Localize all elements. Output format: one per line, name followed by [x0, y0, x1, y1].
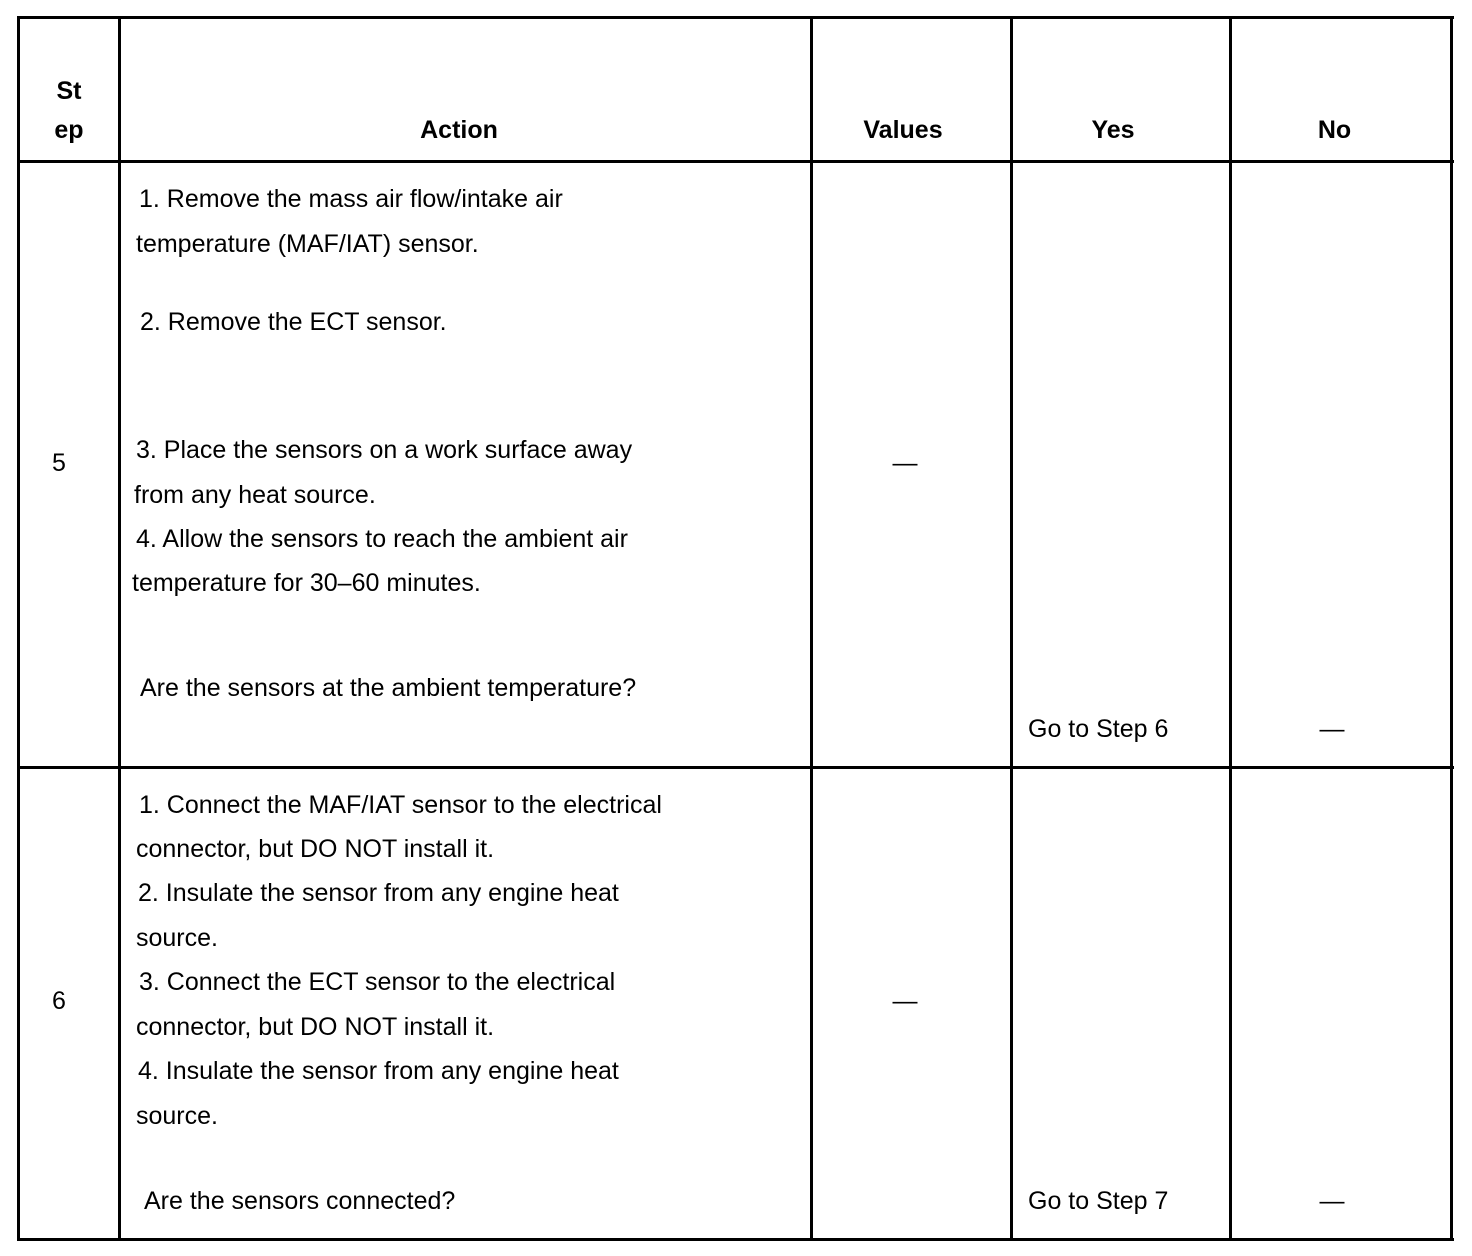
- action-line: connector, but DO NOT install it.: [136, 1013, 495, 1041]
- row-divider: [17, 766, 1454, 769]
- column-divider-step: [118, 16, 121, 1241]
- action-line: 3. Connect the ECT sensor to the electrical: [139, 968, 616, 996]
- action-line: temperature for 30–60 minutes.: [132, 569, 481, 597]
- action-line: source.: [136, 924, 218, 952]
- column-divider-yes: [1229, 16, 1232, 1241]
- action-line: 4. Allow the sensors to reach the ambient air: [136, 525, 628, 553]
- header-action: Action: [420, 116, 498, 144]
- action-question: Are the sensors connected?: [144, 1187, 456, 1215]
- action-line: 4. Insulate the sensor from any engine heat: [138, 1057, 619, 1085]
- action-line: 1. Connect the MAF/IAT sensor to the electrical: [139, 791, 662, 819]
- table-border-right: [1450, 16, 1453, 1241]
- action-line: 1. Remove the mass air flow/intake air: [139, 185, 563, 213]
- no-cell: —: [1319, 1187, 1345, 1215]
- column-divider-values: [1010, 16, 1013, 1241]
- action-line: 2. Insulate the sensor from any engine heat: [138, 879, 619, 907]
- header-step-line2: ep: [54, 116, 84, 144]
- values-cell: —: [892, 449, 918, 477]
- action-line: source.: [136, 1102, 218, 1130]
- column-divider-action: [810, 16, 813, 1241]
- action-question: Are the sensors at the ambient temperature?: [140, 674, 637, 702]
- header-step-line1: St: [56, 77, 82, 105]
- table-border-top: [17, 16, 1454, 19]
- step-number: 6: [52, 987, 66, 1015]
- header-divider: [17, 160, 1454, 163]
- table-border-left: [17, 16, 20, 1241]
- yes-cell: Go to Step 7: [1028, 1187, 1169, 1215]
- action-line: 3. Place the sensors on a work surface away: [136, 436, 633, 464]
- action-line: 2. Remove the ECT sensor.: [140, 308, 447, 336]
- values-cell: —: [892, 987, 918, 1015]
- action-line: from any heat source.: [134, 481, 376, 509]
- table-border-bottom: [17, 1238, 1454, 1241]
- no-cell: —: [1319, 715, 1345, 743]
- header-yes: Yes: [1091, 116, 1135, 144]
- action-line: connector, but DO NOT install it.: [136, 835, 495, 863]
- yes-cell: Go to Step 6: [1028, 715, 1169, 743]
- action-line: temperature (MAF/IAT) sensor.: [136, 230, 479, 258]
- header-values: Values: [863, 116, 943, 144]
- header-no: No: [1317, 116, 1352, 144]
- step-number: 5: [52, 449, 66, 477]
